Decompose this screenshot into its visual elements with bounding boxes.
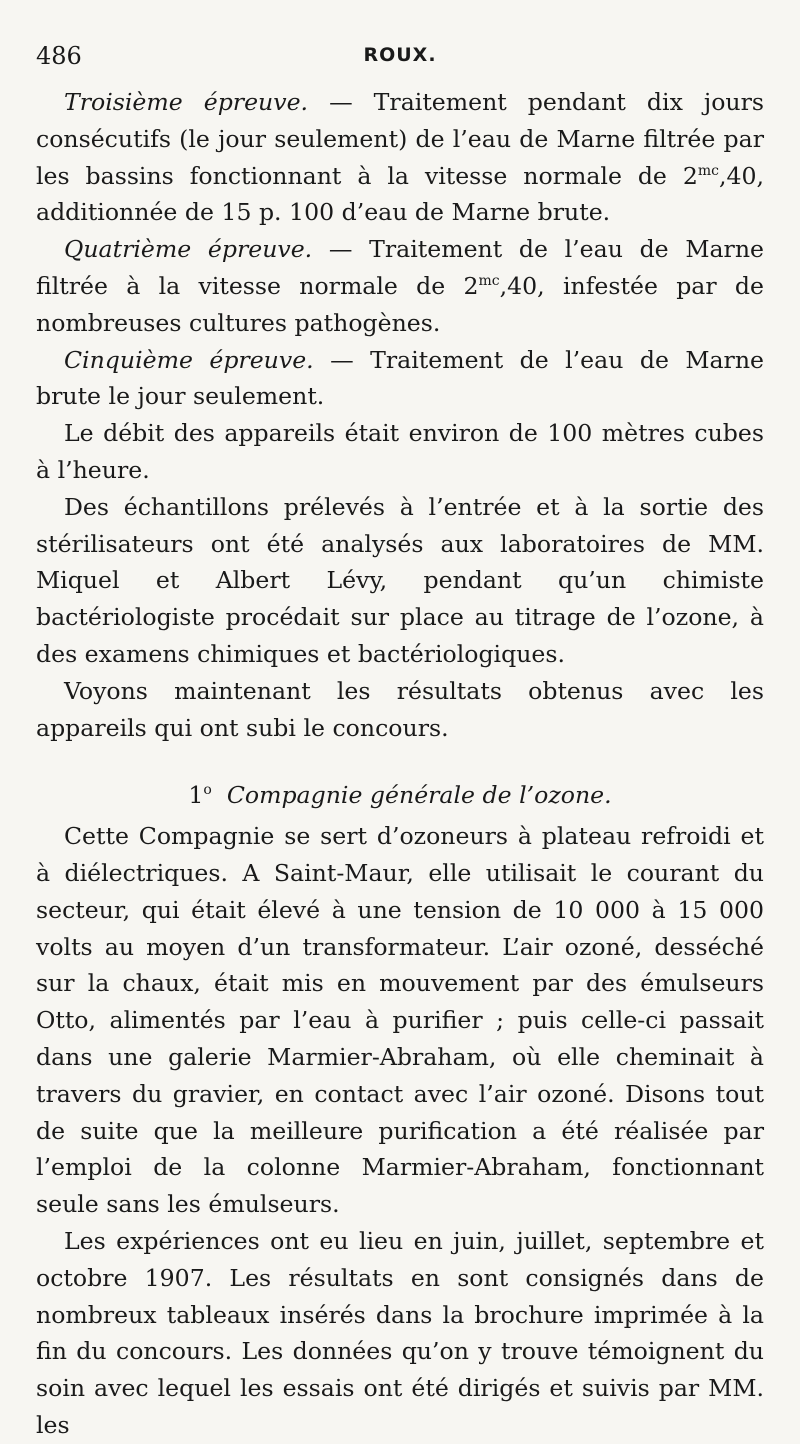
epreuve-heading: Troisième épreuve. [64,88,309,116]
paragraph-text: ,40, infestée par de nombreuses cultures pathogènes. [36,271,764,337]
superscript: mc [697,162,719,179]
paragraph-troisieme-epreuve [36,84,764,231]
epreuve-heading: Quatrième épreuve. [64,235,313,264]
paragraph-echantillons: Des échantillons prélevés à l’entrée et à la sortie des stérilisateurs ont été analysés aux laboratoires de MM. Miquel et Albert Lévy, pendant qu’un chimiste bactériologiste procédait sur place au titrage de l’ozone, à des examens chimiques et bactériologiques. [36,492,764,668]
running-head: ROUX. [363,44,437,66]
section-title-text: Compagnie générale de l’ozone. [226,781,612,810]
superscript: mc [478,272,500,289]
page-number: 486 [36,42,82,70]
paragraph-cinquieme-epreuve [36,342,764,416]
paragraph-resultats: Voyons maintenant les résultats obtenus avec les appareils qui ont subi le concours. [36,676,764,742]
paragraph-compagnie: Cette Compagnie se sert d’ozoneurs à plateau refroidi et à diélectriques. A Saint-Maur, elle utilisait le courant du secteur, qui était élevé à une tension de 10 000 à 15 000 volts au moyen d’un transformateur. L’air ozoné, desséché sur la chaux, était mis en mouvement par des émulseurs Otto, alimentés par l’eau à purifier ; puis celle-ci passait dans une galerie Marmier-Abraham, où elle cheminait à travers du gravier, en contact avec l’air ozoné. Disons tout de suite que la meilleure purification a été réalisée par l’emploi de la colonne Marmier-Abraham, fonctionnant seule sans les émulseurs. [36,822,764,1219]
paragraph-experiences: Les expériences ont eu lieu en juin, juillet, septembre et octobre 1907. Les résultats en sont consignés dans de nombreux tableaux insérés dans la brochure imprimée à la fin du concours. Les données qu’on y trouve témoignent du soin avec lequel les essais ont été dirigés et suivis par MM. les [36,1226,764,1439]
paragraph-text: ,40, additionnée de 15 p. 100 d’eau de Marne brute. [36,161,764,227]
paragraph-debit: Le débit des appareils était environ de 100 mètres cubes à l’heure. [36,419,764,484]
section-title [36,777,764,814]
section-number-sup: o [203,782,212,799]
paragraph-quatrieme-epreuve [36,231,764,341]
body-text [36,84,764,1444]
page-header [36,38,764,78]
paragraph-text: — Traitement pendant dix jours consécutifs (le jour seulement) de l’eau de Marne filtrée par les bassins fonctionnant à la vitesse normale de 2 [36,88,765,190]
section-number: 1 [188,781,204,810]
paragraph-text: — Traitement de l’eau de Marne filtrée à la vitesse normale de 2 [36,235,764,300]
epreuve-heading: Cinquième épreuve. [64,345,314,374]
paragraph-text: — Traitement de l’eau de Marne brute le jour seulement. [36,345,764,411]
